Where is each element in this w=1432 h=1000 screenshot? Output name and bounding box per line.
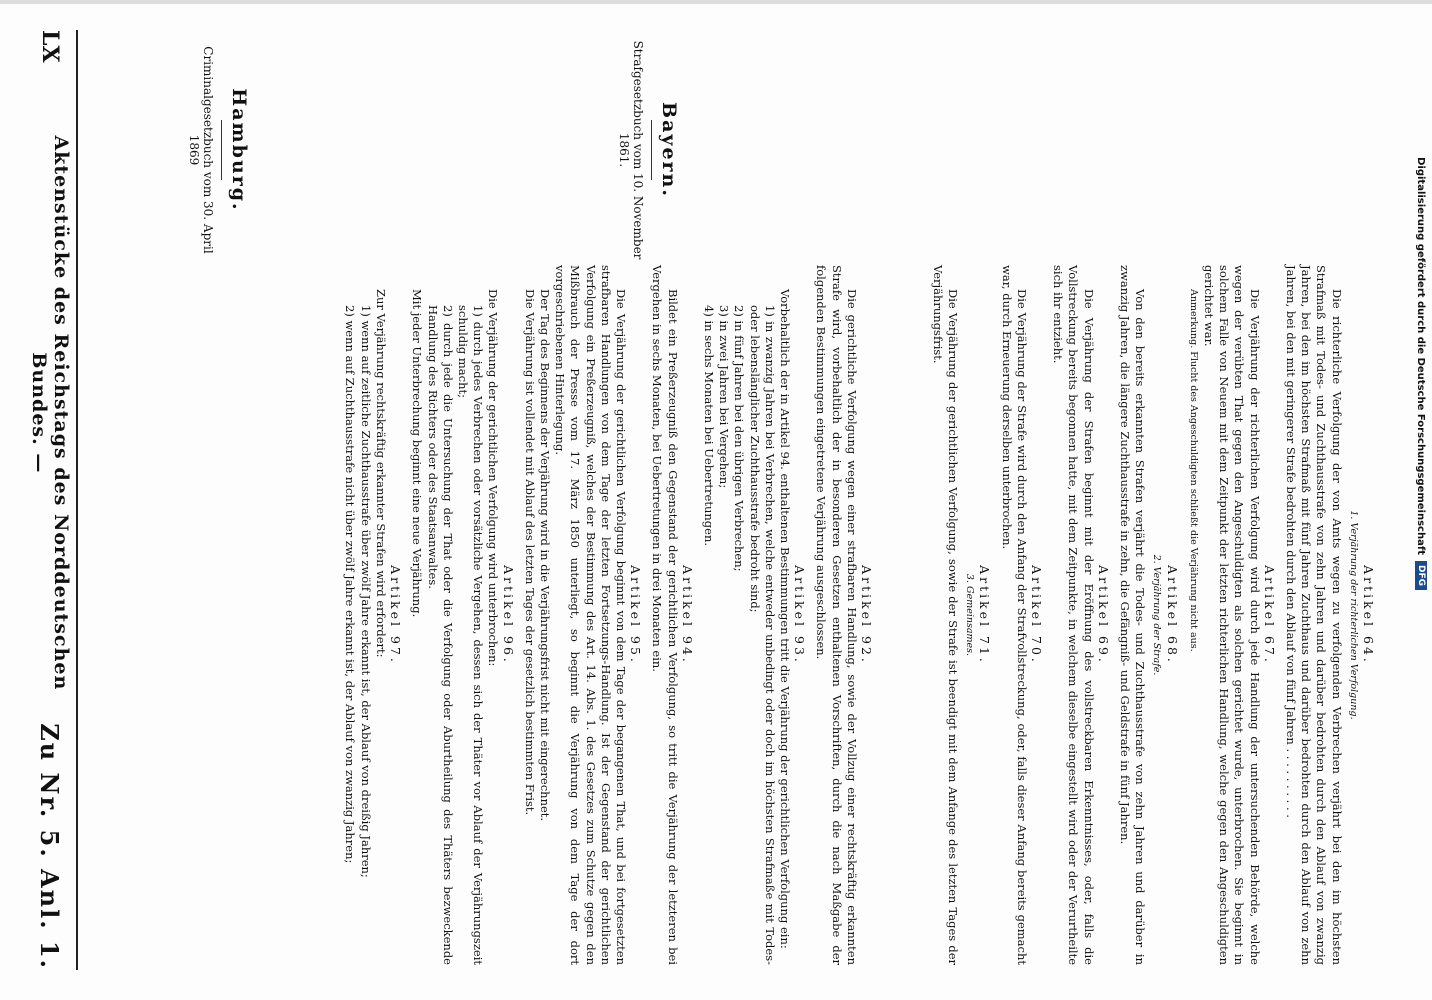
code-reference: Strafgesetzbuch vom 10. November 1861. [617, 40, 645, 260]
article-heading: Artikel 71. [977, 565, 993, 665]
article-heading: Artikel 64. [1361, 565, 1376, 665]
issue-reference: Zu Nr. 5. Anl. 1. [35, 723, 65, 970]
state-name: Hamburg. [228, 88, 250, 212]
paragraph: Die Verjährung der gerichtlichen Verfolgung beginnt von dem Tage der begangenen That, und bei fortgesetzten strafbaren Handlungen von dem Tage der letzten Fortsetzungs-Handlung. Ist der Gegenstand der gerichtlichen Verfolgung ein Preßerzeugniß, welches der Bestimmung des Art. 14. Abs. 1. des Gesetzes zum Schutze gegen den Mißbrauch der Presse vom 17. März 1850 unterliegt, so beginnt die Verjährung von dem Tage der dort vorgeschriebenen Hinterlegung. [553, 265, 628, 965]
article-subheading: 3. Gemeinsames. [964, 573, 976, 657]
list-item: 1) wenn auf zeitliche Zuchthausstrafe über zwölf Jahre erkannt ist, der Ablauf von dreißig Jahren; [358, 305, 373, 878]
state-rule [651, 120, 652, 180]
paragraph: Die richterliche Verfolgung der von Amts wegen zu verfolgenden Verbrechen verjährt bei den im höchsten Strafmaß mit Todes- und Zuchthausstrafe von zehn Jahren und darüber bedrohten durch den Ablauf von zwanzig Jahren, bei den im höchsten Strafmaß mit fünf Jahren Zuchthaus und darüber bedrohten durch den Ablauf von zehn Jahren, bei den mit geringerer Strafe bedrohten durch den Ablauf von fünf Jahren . . . . . . . . . . [1283, 265, 1344, 965]
paragraph: Die Verjährung der Strafen beginnt mit der Eröffnung des vollstreckbaren Erkenntnisses, oder, falls die Vollstreckung bereits begonnen hatte, mit dem Zeitpunkte, in welchem dieselbe eingestellt wird oder der Verurtheilte sich ihr entzieht. [1051, 265, 1096, 965]
digitization-credit [1410, 10, 1430, 590]
article [522, 265, 644, 965]
paragraph: Die Verjährung ist vollendet mit Ablauf des letzten Tages der gesetzlich bestimmten Frist. [522, 289, 537, 816]
paragraph: Der Tag des Beginnens der Verjährung wird in die Verjährungsfrist nicht mit eingerechnet. [537, 289, 552, 822]
list-item: 4) in sechs Monaten bei Uebertretungen. [701, 305, 716, 547]
paragraph: Die gerichtliche Verfolgung wegen einer strafbaren Handlung, sowie der Vollzug einer rechtskräftig erkannten Strafe wird, vorbehaltlich der in besonderen Gesetzen enthaltenen Vorschriften, durch die nach Maßgabe der folgenden Bestimmungen eingetretene Verjährung ausgeschlossen. [814, 265, 859, 965]
dfg-logo: DFG [1415, 561, 1427, 590]
article-list [424, 265, 485, 965]
list-item: 1) durch jedes Verbrechen oder vorsätzliche Vergehen, dessen sich der Thäter vor Ablauf der Verjährungszeit schuldig macht; [455, 305, 486, 965]
article-heading: Artikel 70. [1028, 565, 1044, 665]
article-heading: Artikel 97. [388, 565, 404, 665]
article-list [342, 265, 372, 965]
state-rule [221, 120, 222, 180]
digitization-note: Digitalisierung gefördert durch die Deutsche Forschungsgemeinschaft [1415, 157, 1427, 555]
section-text-hamburg [930, 265, 1382, 965]
list-item: 3) in zwei Jahren bei Vergehen; [717, 305, 732, 489]
article-heading: Artikel 67. [1261, 565, 1277, 665]
article [1117, 265, 1180, 965]
paragraph: Die Verjährung der gerichtlichen Verfolgung wird unterbrochen: [486, 289, 501, 667]
annotation: Anmerkung. Flucht des Angeschuldigten schließt die Verjährung nicht aus. [1187, 289, 1199, 652]
list-item: 1) in zwanzig Jahren bei Verbrechen, welche entweder unbedingt oder doch im höchsten Strafmaße mit Todes- oder lebenslänglicher Zuchthausstrafe bedroht sind; [747, 305, 777, 965]
paragraph: Mit jeder Unterbrechung beginnt eine neue Verjährung. [410, 289, 425, 618]
article [342, 265, 403, 965]
paragraph: Die Verjährung der Strafe wird durch den Anfang der Strafvollstreckung, oder, falls dieser Anfang bereits gemacht war, durch Erneuerung derselben unterbrochen. [999, 265, 1029, 965]
list-item: 2) durch jede die Untersuchung der That oder die Verfolgung oder Aburtheilung des Thäters bezweckende Handlung des Richters oder des Staatsanwaltes. [425, 305, 455, 965]
page-number: LX [37, 30, 63, 63]
article-list [701, 265, 777, 965]
article-subheading: 2. Verjährung der Strafe. [1151, 554, 1163, 676]
article-heading: Artikel 95. [628, 565, 644, 665]
article-heading: Artikel 94. [679, 565, 695, 665]
article-heading: Artikel 68. [1164, 565, 1180, 665]
article [649, 265, 695, 965]
running-title: Aktenstücke des Reichstags des Norddeutschen Bundes. — [28, 135, 72, 691]
article [1283, 265, 1376, 965]
paragraph: Die Verjährung der richterlichen Verfolgung wird durch jede Handlung der untersuchenden Behörde, welche wegen der verübten That gegen den Angeschuldigten als solchen gerichtet wurde, unterbrochen. Sie beginnt in solchem Falle von Neuem mit dem Zeitpunkt der letzten richterlichen Handlung, welche gegen den Angeschuldigten gerichtet war. [1201, 265, 1262, 965]
code-reference: Criminalgesetzbuch vom 30. April 1869 [187, 46, 215, 254]
header-rule [76, 30, 78, 970]
article [1050, 265, 1111, 965]
article-heading: Artikel 96. [500, 565, 516, 665]
section-label-hamburg [187, 40, 250, 260]
paragraph: Die Verjährung der gerichtlichen Verfolgung, sowie der Strafe ist beendigt mit dem Anfange des letzten Tages der Verjährungsfrist. [930, 265, 960, 965]
article [1186, 265, 1277, 965]
article [998, 265, 1044, 965]
list-item: 2) in fünf Jahren bei den übrigen Verbrechen; [732, 305, 747, 572]
list-item: 2) wenn auf Zuchthausstrafe nicht über zwölf Jahre erkannt ist, der Ablauf von zwanzig Jahren; [343, 305, 358, 864]
paragraph: Vorbehaltlich der in Artikel 94. enthaltenen Bestimmungen tritt die Verjährung der gerichtlichen Verfolgung ein: [777, 289, 792, 949]
paragraph: Zur Verjährung rechtskräftig erkannter Strafen wird erfordert: [373, 289, 388, 658]
paragraph: Von den bereits erkannten Strafen verjährt die Todes- und Zuchthausstrafe von zehn Jahren und darüber in zwanzig Jahren, die längere Zuchthausstrafe in zehn, die Gefängniß- und Geldstrafe in fünf Jahren. [1117, 265, 1148, 965]
paragraph: Bildet ein Preßerzeugniß den Gegenstand der gerichtlichen Verfolgung, so tritt die Verjährung der letzteren bei Vergehen in sechs Monaten, bei Uebertretungen in drei Monaten ein. [650, 265, 680, 965]
section-label-bayern [617, 40, 680, 260]
article-heading: Artikel 92. [859, 565, 874, 665]
article [701, 265, 807, 965]
article-heading: Artikel 93. [792, 565, 808, 665]
article [409, 265, 515, 965]
article [930, 265, 993, 965]
article-subheading: 1. Verjährung der richterlichen Verfolgung. [1347, 510, 1359, 720]
article-heading: Artikel 69. [1095, 565, 1111, 665]
section-text-bayern [342, 265, 880, 965]
page-header [30, 30, 70, 970]
digitization-credit-text [1412, 10, 1430, 590]
state-name: Bayern. [658, 102, 680, 198]
article [813, 265, 874, 965]
